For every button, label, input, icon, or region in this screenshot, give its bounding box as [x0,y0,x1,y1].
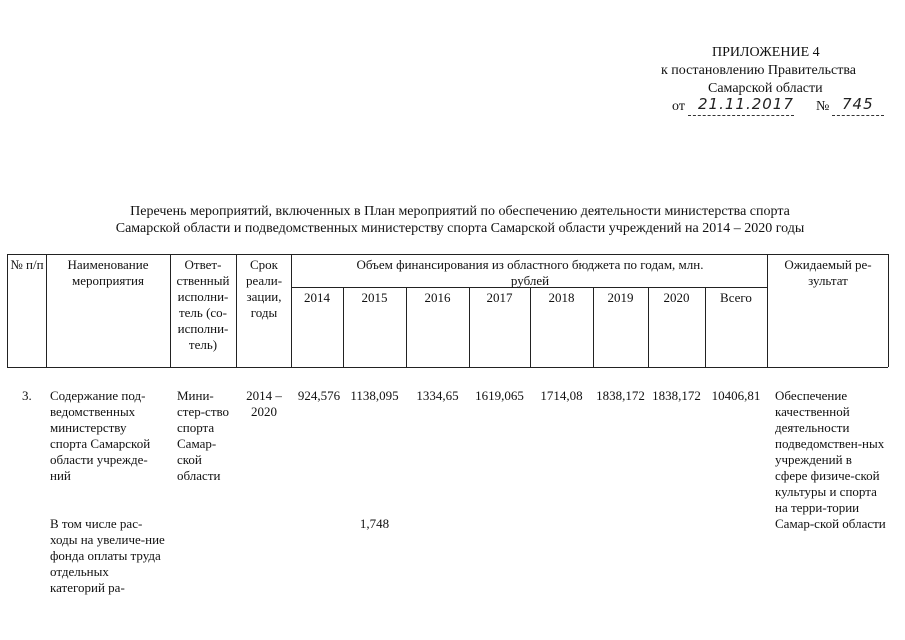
date-prefix: от [672,99,685,114]
year-header-2014: 2014 [304,290,330,305]
row-number: 3. [22,388,32,403]
appendix-line-1: к постановлению Правительства [661,63,857,78]
year-header-2017: 2017 [486,290,513,305]
year-header-2018: 2018 [548,290,575,305]
appendix-line-2: Самарской области [708,81,823,96]
year-header-total: Всего [720,290,752,305]
number-prefix: № [816,99,830,114]
document-title-line-2: Самарской области и подведомственных министерству спорта Самарской области учреждений на 2014 – 2020 годы [115,221,805,236]
col-header-name: Наименование мероприятия [67,257,149,288]
col-header-number: № п/п [10,257,44,272]
subrow-value-2015: 1,748 [359,516,390,531]
year-header-2016: 2016 [424,290,451,305]
col-header-funding: Объем финансирования из областного бюджета по годам, млн. рублей [356,257,704,288]
subrow-activity-name: В том числе рас-ходы на увеличе-ние фонда оплаты труда отдельных категорий ра- [50,516,165,595]
row-activity-name: Содержание под-ведомственных министерству спорта Самарской области учрежде-ний [50,388,151,483]
appendix-label: ПРИЛОЖЕНИЕ 4 [712,45,820,60]
col-header-result: Ожидаемый ре-зультат [784,257,872,288]
value-2016: 1334,65 [416,388,459,403]
col-header-term: Срок реали-зации, годы [245,257,283,320]
year-header-2019: 2019 [607,290,634,305]
value-total: 10406,81 [711,388,761,403]
year-header-2020: 2020 [663,290,690,305]
value-2014: 924,576 [297,388,341,403]
value-2019: 1838,172 [596,388,645,403]
value-2015: 1138,095 [350,388,399,403]
year-header-2015: 2015 [361,290,388,305]
handwritten-date: 21.11.2017 [698,95,794,113]
value-2017: 1619,065 [475,388,524,403]
document-title-line-1: Перечень мероприятий, включенных в План мероприятий по обеспечению деятельности министерства спорта [130,204,790,219]
row-term: 2014 – 2020 [246,388,282,419]
value-2018: 1714,08 [540,388,583,403]
row-executor: Мини-стер-ство спорта Самар-ской области [177,388,230,483]
number-underline [832,115,884,116]
date-underline [688,115,794,116]
value-2020: 1838,172 [652,388,701,403]
col-header-executor: Ответ-ственный исполни-тель (со-исполни-тель) [176,257,230,352]
row-expected-result: Обеспечение качественной деятельности подведомствен-ных учреждений в сфере физиче-ской культуры и спорта на терри-тории Самар-ской области [775,388,886,531]
handwritten-number: 745 [842,95,874,113]
